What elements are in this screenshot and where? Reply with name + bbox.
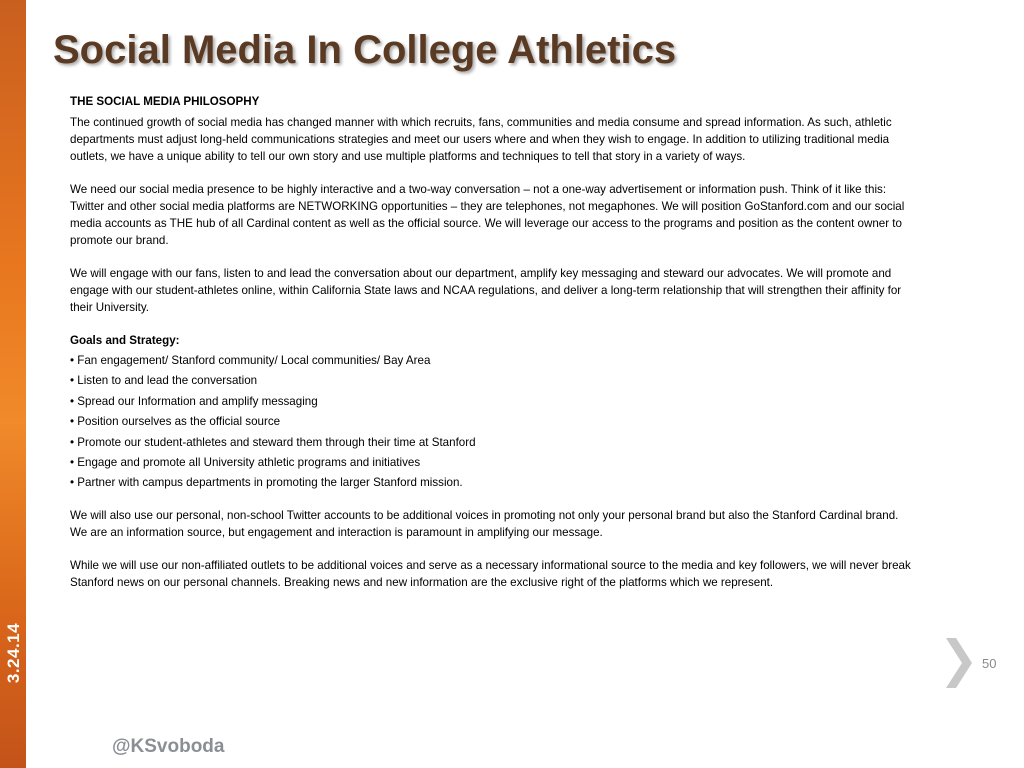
list-item: • Spread our Information and amplify messaging <box>70 393 912 410</box>
list-item: • Position ourselves as the official source <box>70 413 912 430</box>
page-number: 50 <box>982 656 997 671</box>
goals-heading: Goals and Strategy: <box>70 334 180 347</box>
paragraph: While we will use our non-affiliated outlets to be additional voices and serve as a necessary informational source to the media and key followers, we will never break Stanford news on our personal channels. Breaking news and new information are the exclusive right of the platforms which we represent. <box>70 559 911 590</box>
list-item: • Fan engagement/ Stanford community/ Local communities/ Bay Area <box>70 352 912 369</box>
paragraph: We will also use our personal, non-school Twitter accounts to be additional voices in promoting not only your personal brand but also the Stanford Cardinal brand. We are an information source, but engagement and interaction is paramount in amplifying our message. <box>70 509 899 540</box>
list-item: • Promote our student-athletes and steward them through their time at Stanford <box>70 434 912 451</box>
slide-date: 3.24.14 <box>4 622 23 684</box>
goals-list <box>70 352 912 491</box>
paragraph: The continued growth of social media has changed manner with which recruits, fans, communities and media consume and spread information. As such, athletic departments must adjust long-held communications strategies and meet our users where and when they wish to engage. In addition to utilizing traditional media outlets, we have a unique ability to tell our own story and use multiple platforms and techniques to tell that story in a variety of ways. <box>70 116 892 163</box>
list-item: • Partner with campus departments in promoting the larger Stanford mission. <box>70 474 912 491</box>
section-heading: THE SOCIAL MEDIA PHILOSOPHY <box>70 95 260 108</box>
list-item: • Listen to and lead the conversation <box>70 372 912 389</box>
list-item: • Engage and promote all University athletic programs and initiatives <box>70 454 912 471</box>
chevron-right-icon[interactable] <box>944 636 974 690</box>
slide-body <box>70 93 912 607</box>
slide-title: Social Media In College Athletics <box>53 28 677 72</box>
twitter-handle: @KSvoboda <box>112 736 225 757</box>
paragraph: We need our social media presence to be highly interactive and a two-way conversation – not a one-way advertisement or information push. Think of it like this: Twitter and other social media platforms are NETWORKING opportunities – they are telephones, not megaphones. We will position GoStanford.com and our social media accounts as THE hub of all Cardinal content as well as the official source. We will leverage our access to the programs and position as the content owner to promote our brand. <box>70 183 905 247</box>
paragraph: We will engage with our fans, listen to and lead the conversation about our department, amplify key messaging and steward our advocates. We will promote and engage with our student-athletes online, within California State laws and NCAA regulations, and deliver a long-term relationship that will strengthen their affinity for their University. <box>70 267 902 314</box>
